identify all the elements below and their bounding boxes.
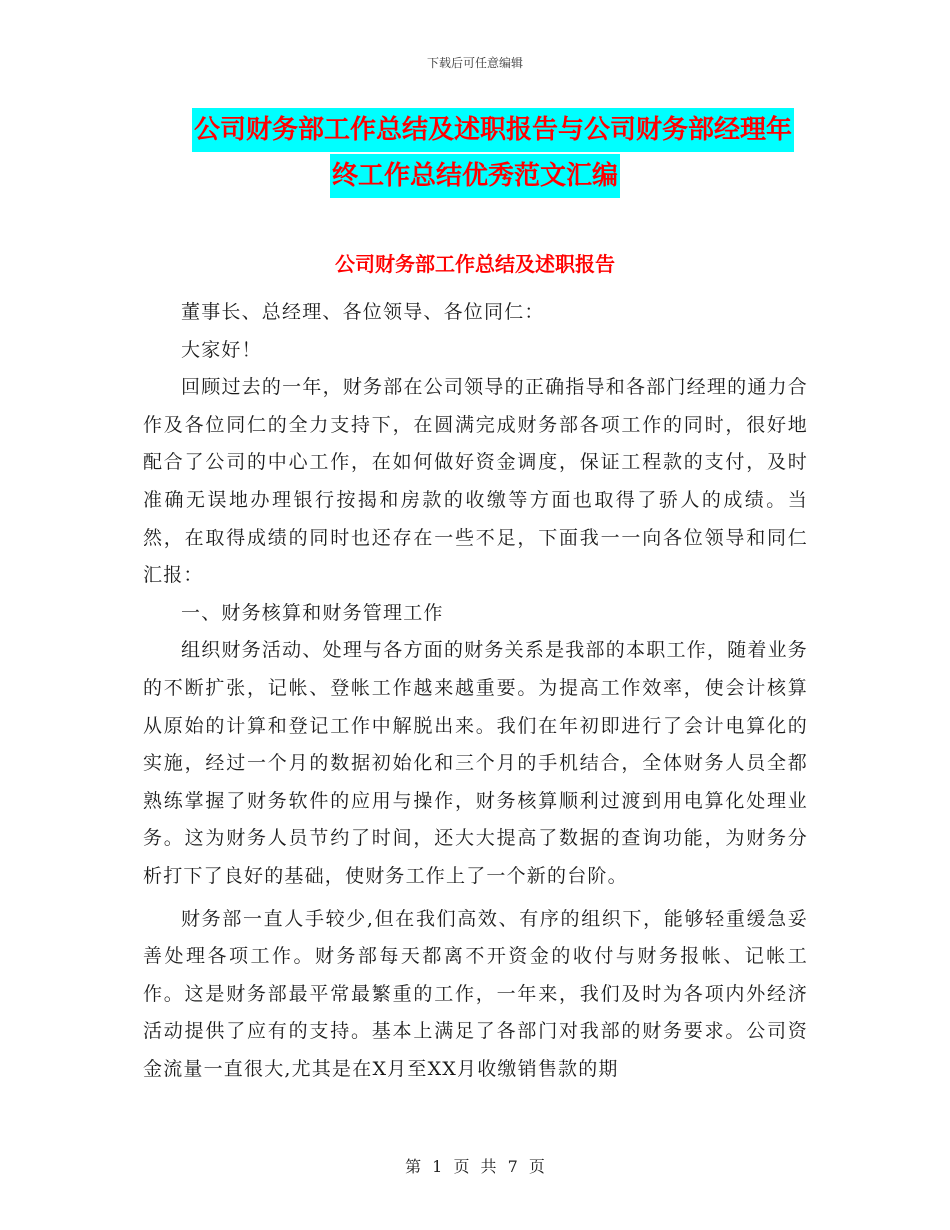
title-line-2: 终工作总结优秀范文汇编 bbox=[330, 154, 620, 198]
title-line-1: 公司财务部工作总结及述职报告与公司财务部经理年 bbox=[192, 108, 794, 152]
paragraph-staffing: 财务部一直人手较少,但在我们高效、有序的组织下，能够轻重缓急妥善处理各项工作。财务部每天都离不开资金的收付与财务报帐、记帐工作。这是财务部最平常最繁重的工作，一年来，我们及时为各项内外经济活动提供了应有的支持。基本上满足了各部门对我部的财务要求。公司资金流量一直很大,尤其是在X月至XX月收缴销售款的期 bbox=[143, 907, 808, 1080]
salutation: 董事长、总经理、各位领导、各位同仁： bbox=[181, 301, 545, 323]
header-note: 下载后可任意编辑 bbox=[426, 56, 523, 70]
page-footer: 第 1 页 共 7 页 bbox=[405, 1157, 545, 1176]
paragraph-review: 回顾过去的一年，财务部在公司领导的正确指导和各部门经理的通力合作及各位同仁的全力支持下，在圆满完成财务部各项工作的同时，很好地配合了公司的中心工作，在如何做好资金调度，保证工程款的支付，及时准确无误地办理银行按揭和房款的收缴等方面也取得了骄人的成绩。当然，在取得成绩的同时也还存在一些不足，下面我一一向各位领导和同仁汇报： bbox=[143, 376, 808, 587]
greeting: 大家好！ bbox=[181, 338, 262, 361]
heading-accounting: 一、财务核算和财务管理工作 bbox=[181, 601, 444, 624]
section-title: 公司财务部工作总结及述职报告 bbox=[335, 252, 615, 276]
document-body bbox=[143, 294, 808, 1088]
paragraph-accounting: 组织财务活动、处理与各方面的财务关系是我部的本职工作，随着业务的不断扩张，记帐、登帐工作越来越重要。为提高工作效率，使会计核算从原始的计算和登记工作中解脱出来。我们在年初即进行了会计电算化的实施，经过一个月的数据初始化和三个月的手机结合，全体财务人员全都熟练掌握了财务软件的应用与操作，财务核算顺利过渡到用电算化处理业务。这为财务人员节约了时间，还大大提高了数据的查询功能，为财务分析打下了良好的基础，使财务工作上了一个新的台阶。 bbox=[143, 639, 808, 887]
